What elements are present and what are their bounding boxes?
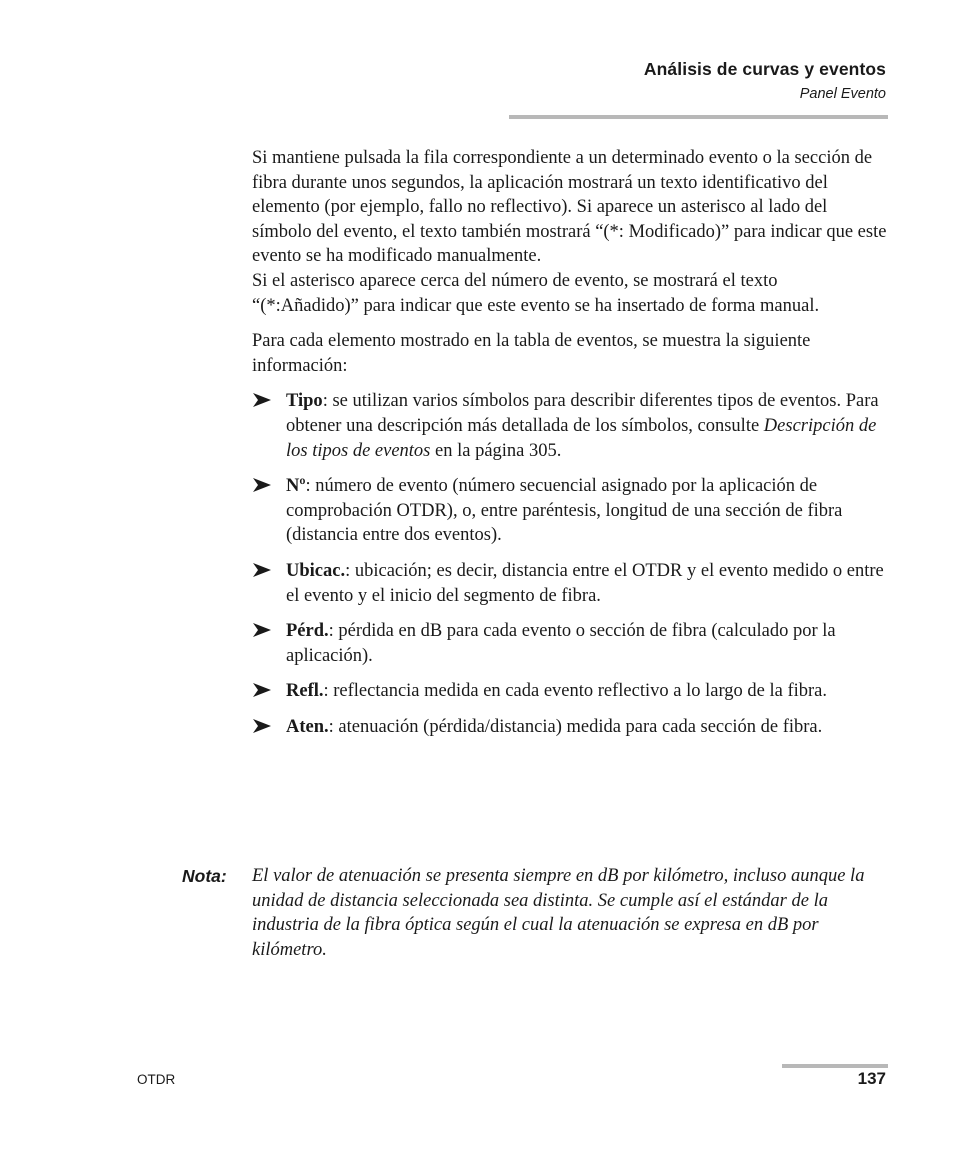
footer-divider bbox=[782, 1064, 888, 1068]
list-item-term: Aten. bbox=[286, 716, 329, 737]
arrow-bullet-icon bbox=[252, 717, 272, 735]
footer-product-name: OTDR bbox=[137, 1072, 176, 1087]
cross-reference: Descripción de los tipos de eventos bbox=[286, 415, 877, 461]
arrow-bullet-icon bbox=[252, 476, 272, 494]
intro-paragraph-2: Si el asterisco aparece cerca del número de evento, se mostrará el texto “(*:Añadido)” para indicar que este evento se ha insertado de forma manual. bbox=[252, 270, 820, 316]
note-label: Nota: bbox=[182, 866, 227, 886]
list-item-refl bbox=[252, 679, 888, 704]
list-item-term: Nº bbox=[286, 476, 306, 497]
main-content bbox=[252, 146, 888, 750]
list-item-text: : reflectancia medida en cada evento reflectivo a lo largo de la fibra. bbox=[323, 681, 828, 702]
list-item-text: : número de evento (número secuencial asignado por la aplicación de comprobación OTDR), o, entre paréntesis, longitud de una sección de fibra (distancia entre dos eventos). bbox=[286, 476, 843, 546]
intro-paragraph-3: Para cada elemento mostrado en la tabla de eventos, se muestra la siguiente información: bbox=[252, 331, 811, 376]
list-item-term: Refl. bbox=[286, 681, 324, 702]
list-item-aten bbox=[252, 715, 888, 740]
page-number: 137 bbox=[857, 1069, 886, 1088]
list-item-term: Tipo bbox=[286, 391, 323, 412]
list-item-text-tail: en la página 305. bbox=[430, 440, 562, 461]
arrow-bullet-icon bbox=[252, 391, 272, 409]
list-item-perd bbox=[252, 619, 888, 668]
intro-paragraph-1: Si mantiene pulsada la fila correspondiente a un determinado evento o la sección de fibra durante unos segundos, la aplicación mostrará un texto identificativo del elemento (por ejemplo, fallo no reflectivo). Si aparece un asterisco al lado del símbolo del evento, el texto también mostrará “(*: Modificado)” para indicar que este evento se ha modificado manualmente. bbox=[252, 148, 887, 267]
list-item-text: : pérdida en dB para cada evento o sección de fibra (calculado por la aplicación). bbox=[286, 621, 836, 666]
section-subtitle: Panel Evento bbox=[799, 86, 886, 102]
list-item-ubicac bbox=[252, 559, 888, 608]
note-block bbox=[182, 864, 888, 962]
arrow-bullet-icon bbox=[252, 561, 272, 579]
field-list bbox=[252, 389, 888, 739]
list-item-text: : se utilizan varios símbolos para describir diferentes tipos de eventos. Para obtener una descripción más detallada de los símbolos, consulte bbox=[286, 391, 879, 436]
page-header bbox=[506, 58, 886, 103]
list-item-term: Pérd. bbox=[286, 621, 329, 642]
list-item-numero bbox=[252, 474, 888, 548]
arrow-bullet-icon bbox=[252, 621, 272, 639]
list-item-text: : ubicación; es decir, distancia entre el OTDR y el evento medido o entre el evento y el inicio del segmento de fibra. bbox=[286, 560, 884, 606]
note-text: El valor de atenuación se presenta siempre en dB por kilómetro, incluso aunque la unidad de distancia seleccionada sea distinta. Se cumple así el estándar de la industria de la fibra óptica según el cual la atenuación se expresa en dB por kilómetro. bbox=[252, 866, 865, 960]
list-item-term: Ubicac. bbox=[286, 560, 346, 581]
arrow-bullet-icon bbox=[252, 681, 272, 699]
list-item-text: : atenuación (pérdida/distancia) medida para cada sección de fibra. bbox=[328, 716, 823, 737]
header-divider bbox=[509, 115, 888, 119]
list-item-tipo bbox=[252, 389, 888, 463]
chapter-title: Análisis de curvas y eventos bbox=[643, 59, 886, 79]
